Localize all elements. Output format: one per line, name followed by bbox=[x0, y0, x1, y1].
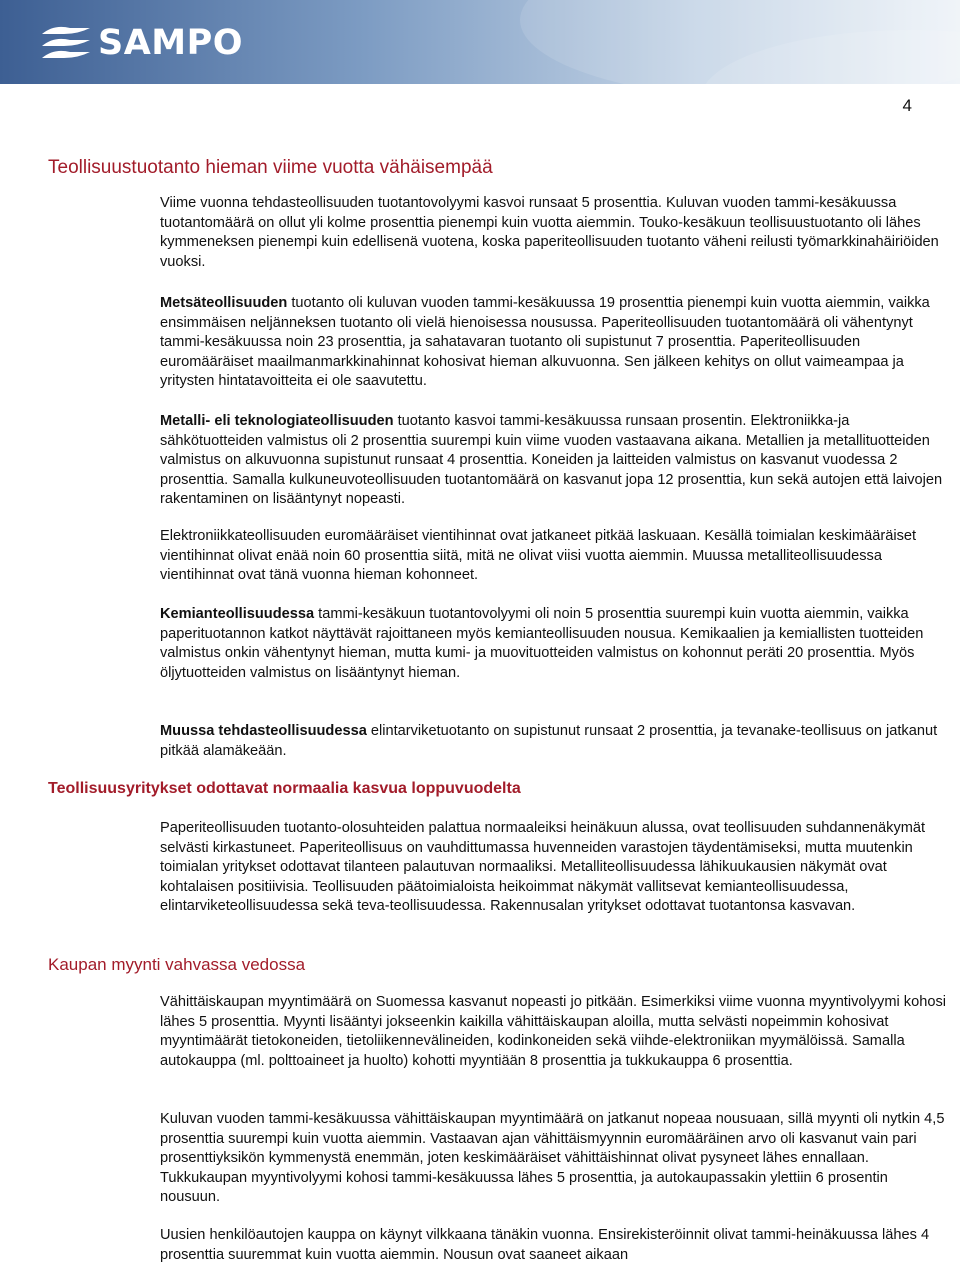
header-banner bbox=[0, 0, 960, 84]
sampo-logo bbox=[40, 20, 243, 66]
section-heading: Teollisuustuotanto hieman viime vuotta vähäisempää bbox=[48, 157, 493, 178]
paragraph: Uusien henkilöautojen kauppa on käynyt vilkkaana tänäkin vuonna. Ensirekisteröinnit olivat tammi-heinäkuussa lähes 4 prosenttia suuremmat kuin vuotta aiemmin. Nousun ovat saaneet aikaan bbox=[160, 1227, 930, 1263]
paragraph: Elektroniikkateollisuuden euromääräiset vientihinnat ovat jatkaneet pitkää laskuaan. Kesällä toimialan keskimääräiset vientihinnat olivat enää noin 60 prosenttia siitä, mitä ne olivat viisi vuotta aiemmin. Muussa metalliteollisuudessa vientihinnat ovat tänä vuonna hieman kohonneet. bbox=[160, 528, 917, 583]
brand-name: SAMPO bbox=[98, 23, 244, 63]
sampo-emblem-icon bbox=[40, 22, 92, 64]
paragraph: Muussa tehdasteollisuudessa elintarviketuotanto on supistunut runsaat 2 prosenttia, ja tevanake-teollisuus on jatkanut pitkää alamäkeään. bbox=[160, 723, 938, 759]
paragraph: Paperiteollisuuden tuotanto-olosuhteiden palattua normaaleiksi heinäkuun alussa, ovat teollisuuden suhdannenäkymät selvästi kirkastuneet. Paperiteollisuus on vauhdittumassa huvenneiden varastojen täydentämiseksi, mutta muutenkin toimialan yritykset odottavat tilanteen palautuvan normaaliksi. Metalliteollisuudessa lähikuukausien näkymät ovat kohtalaisen positiivisia. Teollisuuden päätoimialoista heikoimmat näkymät vallitsevat kemianteollisuudessa, elintarviketeollisuudessa sekä teva-teollisuudessa. Rakennusalan yritykset odottavat tuotantonsa kasvavan. bbox=[160, 820, 926, 914]
paragraph: Kuluvan vuoden tammi-kesäkuussa vähittäiskaupan myyntimäärä on jatkanut nopeaa nousuaan, sillä myynti oli nytkin 4,5 prosenttia suurempi kuin vuotta aiemmin. Vastaavan ajan vähittäismyynnin euromääräinen arvo oli kasvanut vain pari prosenttiyksikön kymmenystä enemmän, joten keskimääräiset vähittäishinnat olivat pysyneet lähes ennallaan. Tukkukaupan myyntivolyymi kohosi tammi-kesäkuussa lähes 5 prosenttia, ja autokaupassakin ylettiin 6 prosentin nousuun. bbox=[160, 1111, 945, 1205]
section-heading: Teollisuusyritykset odottavat normaalia kasvua loppuvuodelta bbox=[48, 780, 521, 797]
paragraph: Metsäteollisuuden tuotanto oli kuluvan vuoden tammi-kesäkuussa 19 prosenttia pienempi kuin vuotta aiemmin, vaikka ensimmäisen neljänneksen tuotanto oli vielä hienoisessa nousussa. Paperiteollisuuden tuotantomäärä oli vähentynyt tammi-kesäkuussa noin 23 prosenttia, ja sahatavaran tuotanto oli supistunut 7 prosenttia. Paperiteollisuuden euromääräiset maailmanmarkkinahinnat kohosivat hieman alkuvuonna. Sen jälkeen kehitys on ollut vaimeampaa ja yritysten hintatavoitteita ei ole saavutettu. bbox=[160, 295, 930, 389]
paragraph: Viime vuonna tehdasteollisuuden tuotantovolyymi kasvoi runsaat 5 prosenttia. Kuluvan vuoden tammi-kesäkuussa tuotantomäärä on ollut yli kolme prosenttia pienempi kuin vuotta aiemmin. Touko-kesäkuun teollisuustuotanto oli lähes kymmeneksen pienempi kuin edellisenä vuotena, koska paperiteollisuuden tuotanto väheni reilusti työmarkkinahäiriöiden vuoksi. bbox=[160, 195, 939, 270]
paragraph: Kemianteollisuudessa tammi-kesäkuun tuotantovolyymi oli noin 5 prosenttia suurempi kuin vuotta aiemmin, vaikka paperituotannon katkot näyttävät rajoittaneen myös kemianteollisuuden nousua. Kemikaalien ja kemiallisten tuotteiden valmistus onkin vähentynyt hieman, mutta kumi- ja muovituotteiden valmistus on kohonnut peräti 20 prosenttia. Myös öljytuotteiden valmistus on lisääntynyt hieman. bbox=[160, 606, 924, 681]
paragraph: Metalli- eli teknologiateollisuuden tuotanto kasvoi tammi-kesäkuussa runsaan prosentin. Elektroniikka-ja sähkötuotteiden valmistus oli 2 prosenttia suurempi kuin viime vuoden vastaavana aikana. Metallien ja metallituotteiden valmistus on alkuvuonna supistunut runsaat 4 prosenttia. Koneiden ja laitteiden valmistus on kasvanut vuodessa 2 prosenttia. Samalla kulkuneuvoteollisuuden tuotantomäärä on kasvanut jopa 12 prosenttia, kun sekä autojen että laivojen rakentaminen on lisääntynyt nopeasti. bbox=[160, 413, 943, 507]
page-number: 4 bbox=[902, 96, 912, 115]
paragraph: Vähittäiskaupan myyntimäärä on Suomessa kasvanut nopeasti jo pitkään. Esimerkiksi viime vuonna myyntivolyymi kohosi lähes 5 prosenttia. Myynti lisääntyi jokseenkin kaikilla vähittäiskaupan aloilla, mutta selvästi nopeimmin kohosivat myyntimäärät tietokoneiden, tietoliikennevälineiden, kodinkoneiden sekä viihde-elektroniikan myymälöissä. Samalla autokauppa (ml. polttoaineet ja huolto) kohotti myyntiään 8 prosenttia ja tukkukauppa 6 prosenttia. bbox=[160, 994, 946, 1069]
section-heading: Kaupan myynti vahvassa vedossa bbox=[48, 955, 306, 974]
